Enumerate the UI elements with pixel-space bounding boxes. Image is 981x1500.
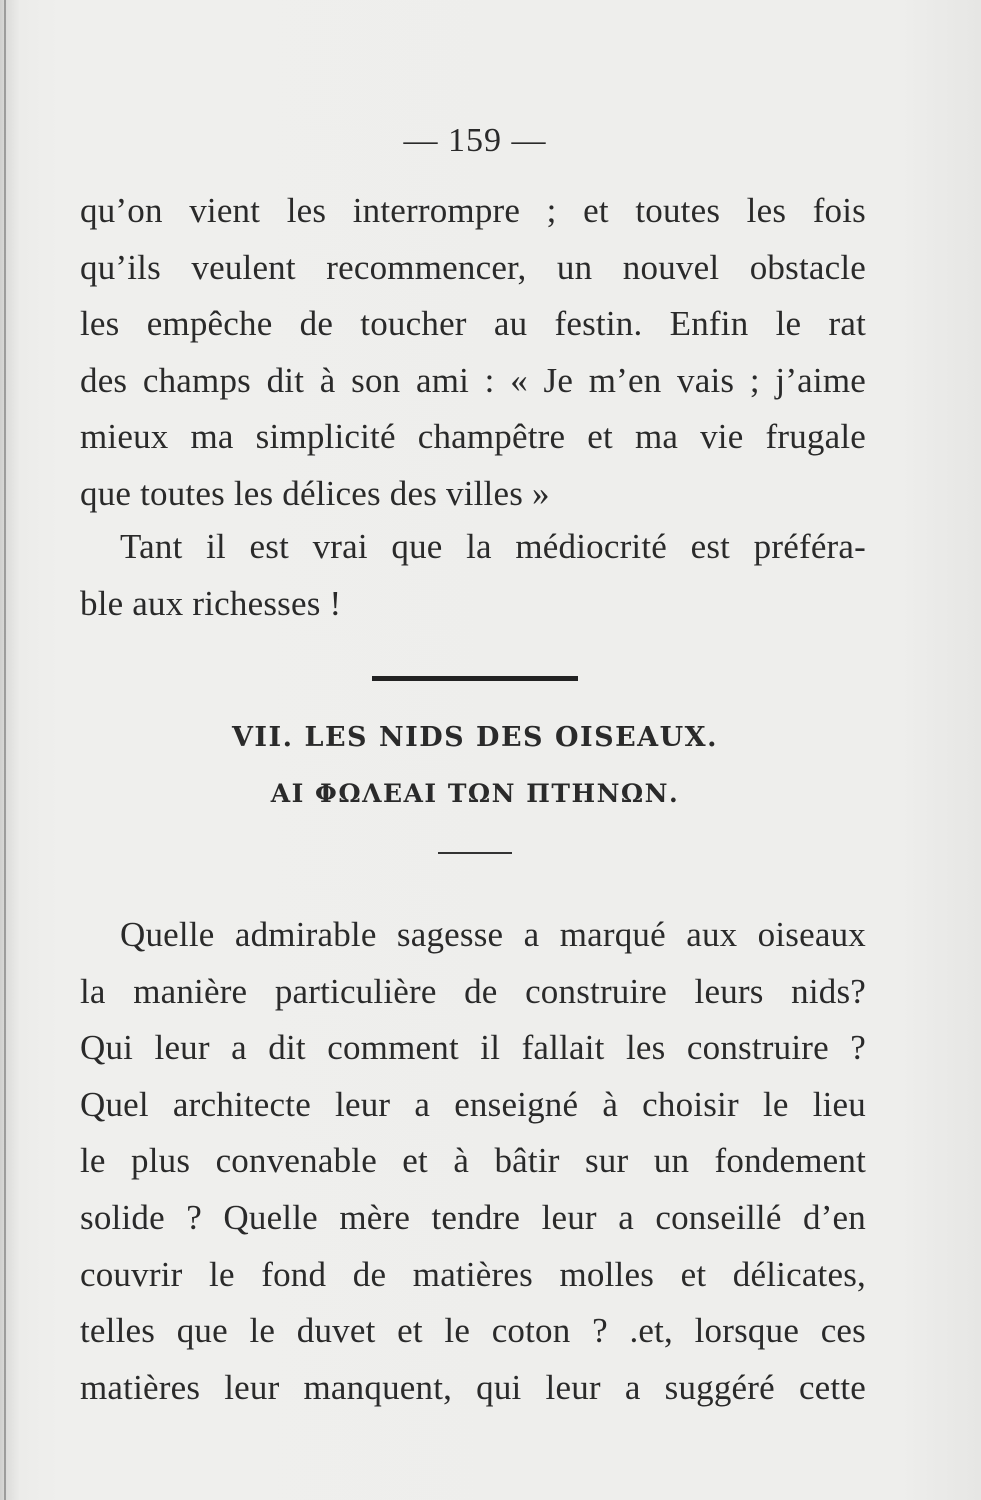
text-line: que toutes les délices des villes » <box>80 473 550 513</box>
section-divider <box>372 676 578 681</box>
text-line: des champs dit à son ami : « Je m’en vais ; j’aime <box>80 360 866 400</box>
text-line: qu’ils veulent recommencer, un nouvel obstacle <box>80 247 866 287</box>
text-line: couvrir le fond de matières molles et délicates, <box>80 1254 866 1294</box>
text-line: Quel architecte leur a enseigné à choisir le lieu <box>80 1084 866 1124</box>
text-line: Quelle admirable sagesse a marqué aux oiseaux <box>120 915 866 954</box>
paragraph-nests <box>80 907 866 1416</box>
text-line: le plus convenable et à bâtir sur un fondement <box>80 1141 866 1181</box>
text-line: matières leur manquent, qui leur a suggéré cette <box>80 1367 866 1407</box>
section-title-greek: ΑΙ ΦΩΛΕΑΙ ΤΩΝ ΠΤΗΝΩΝ. <box>270 779 680 808</box>
page-number: — 159 — <box>403 122 547 159</box>
title-underline <box>438 852 512 854</box>
text-line: solide ? Quelle mère tendre leur a conseillé d’en <box>80 1197 866 1237</box>
text-line: telles que le duvet et le coton ? .et, lorsque ces <box>80 1311 866 1351</box>
text-line: les empêche de toucher au festin. Enfin le rat <box>80 304 866 344</box>
text-line: la manière particulière de construire leurs nids? <box>80 971 866 1011</box>
text-line: ble aux richesses ! <box>80 583 342 623</box>
section-title-french: VII. LES NIDS DES OISEAUX. <box>231 722 719 753</box>
text-line: qu’on vient les interrompre ; et toutes les fois <box>80 191 866 230</box>
text-line: mieux ma simplicité champêtre et ma vie frugale <box>80 417 866 457</box>
text-line: Tant il est vrai que la médiocrité est préféra- <box>120 527 866 566</box>
paragraph-moral <box>80 519 866 632</box>
text-line: Qui leur a dit comment il fallait les construire ? <box>80 1028 866 1068</box>
paragraph-continuation <box>80 183 866 523</box>
